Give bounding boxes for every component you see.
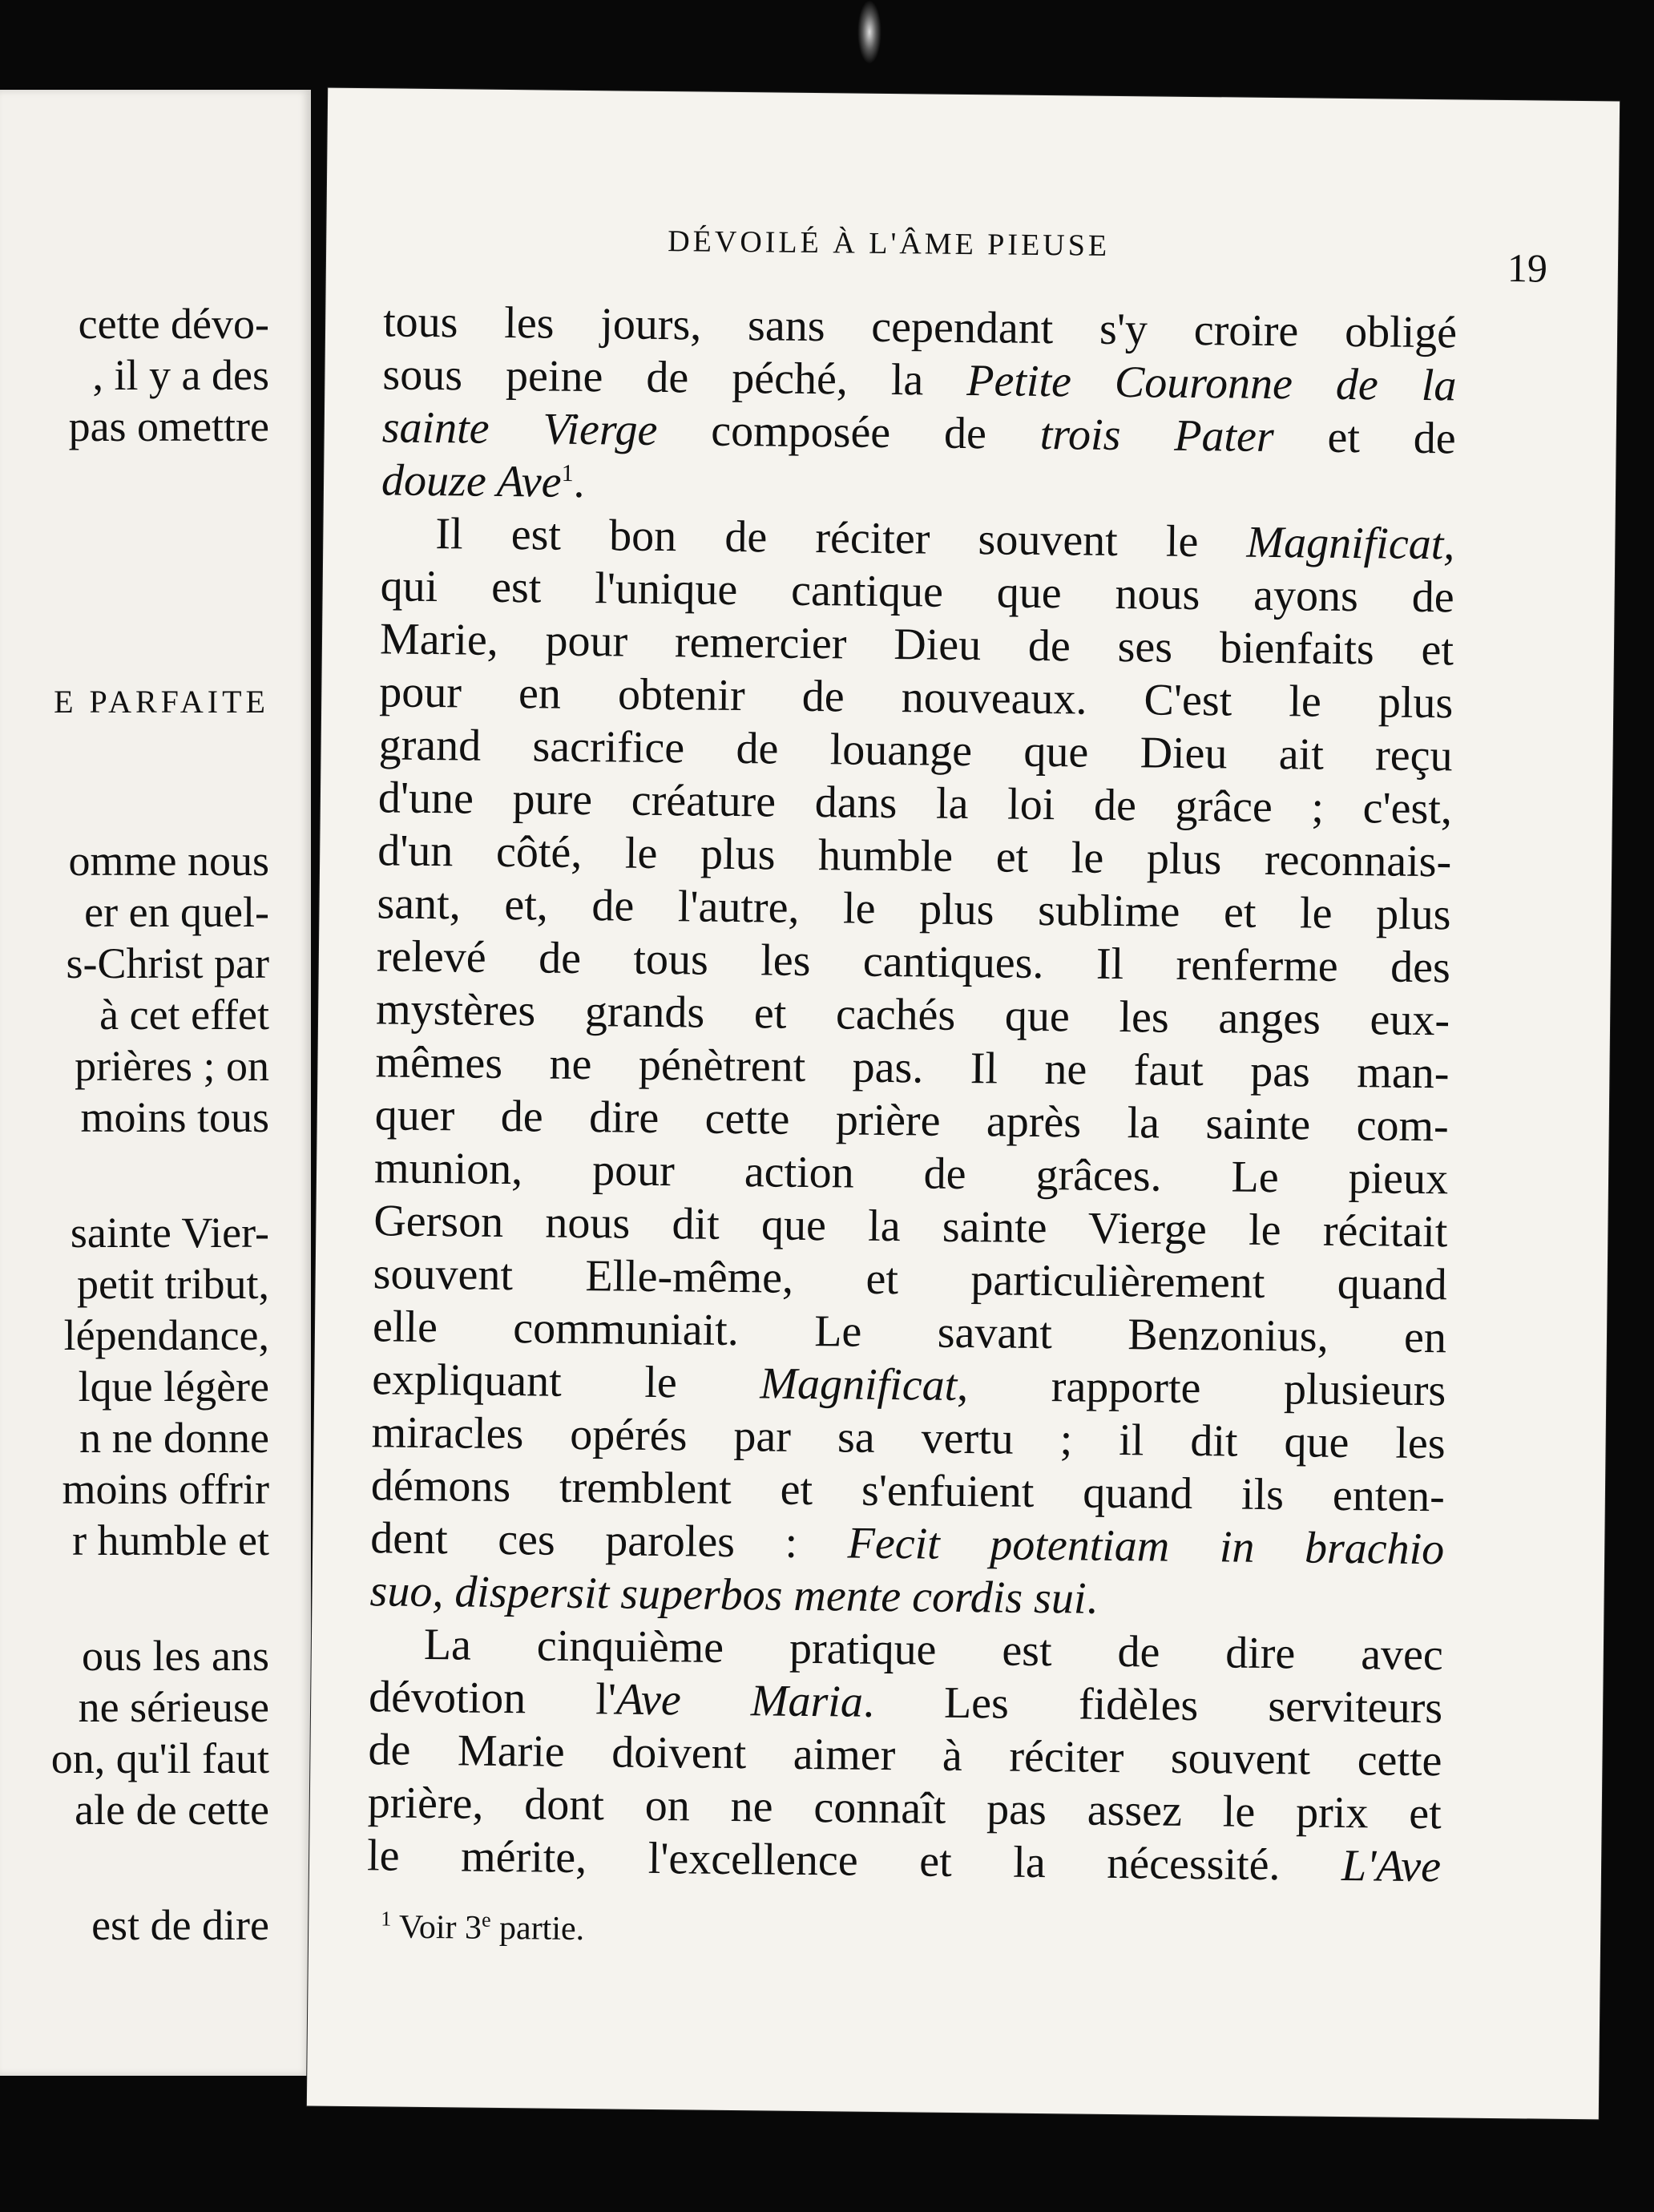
left-line: omme nous: [68, 837, 269, 885]
line-text: Il est bon de réciter souvent le: [435, 509, 1247, 567]
line-text: miracles opérés par sa vertu ; il dit que les: [371, 1407, 1446, 1469]
left-line: moins offrir: [62, 1465, 269, 1513]
line-text: .: [1086, 1573, 1098, 1624]
line-text: d'une pure créature dans la loi de grâce ; c'est,: [377, 773, 1453, 834]
line-text: le mérite, l'excellence et la nécessité.: [366, 1831, 1342, 1891]
line-text: dévotion l': [368, 1672, 617, 1725]
page-number: 19: [1507, 245, 1548, 291]
line-text: et de: [1273, 412, 1457, 464]
left-line: er en quel-: [84, 888, 269, 936]
left-line: sainte Vier-: [70, 1209, 269, 1257]
left-line: moins tous: [80, 1093, 269, 1141]
text-line: [367, 1829, 1442, 1893]
footnote-mark: 1: [381, 1907, 392, 1931]
italic-text: Magnificat,: [1246, 517, 1455, 570]
line-text: sous peine de péché, la: [382, 349, 967, 406]
footnote-reference: 1: [561, 460, 574, 487]
left-line: cette dévo-: [78, 300, 269, 348]
scan-artifact: [857, 0, 881, 64]
line-text: , rapporte plusieurs: [956, 1360, 1446, 1416]
line-text: Marie, pour remercier Dieu de ses bienfaits et: [379, 614, 1454, 676]
line-text: expliquant le: [372, 1354, 760, 1409]
left-page-text: [0, 90, 311, 2076]
italic-text: Magnificat: [760, 1358, 958, 1411]
italic-text: sainte Vierge: [381, 402, 658, 455]
left-line: est de dire: [91, 1901, 269, 1949]
left-line: petit tribut,: [77, 1260, 269, 1308]
line-text: d'un côté, le plus humble et le plus reconnais-: [377, 825, 1452, 887]
right-page: [307, 88, 1620, 2120]
left-section-heading: E PARFAITE: [54, 684, 269, 720]
running-head-text: DÉVOILÉ À L'ÂME PIEUSE: [668, 224, 1111, 263]
left-line: lépendance,: [63, 1311, 269, 1359]
line-text: souvent Elle-même, et particulièrement quand: [373, 1249, 1447, 1310]
running-head: [668, 224, 1110, 264]
line-text: elle communiait. Le savant Benzonius, en: [372, 1302, 1447, 1363]
italic-text: trois Pater: [1039, 409, 1275, 462]
left-line: ne sérieuse: [78, 1683, 269, 1731]
line-text: qui est l'unique cantique que nous ayons de: [380, 561, 1454, 623]
left-line: prières ; on: [75, 1042, 269, 1090]
line-text: démons tremblent et s'enfuient quand ils enten-: [370, 1460, 1446, 1522]
left-line: pas omettre: [68, 402, 269, 450]
line-text: tous les jours, sans cependant s'y croire obligé: [382, 297, 1458, 358]
line-text: grand sacrifice de louange que Dieu ait reçu: [378, 720, 1453, 781]
italic-text: Ave Maria: [615, 1674, 864, 1727]
left-line: ale de cette: [75, 1786, 269, 1834]
line-text: . Les fidèles serviteurs: [862, 1677, 1443, 1734]
line-text: .: [573, 457, 585, 508]
line-text: de Marie doivent aimer à réciter souvent cette: [368, 1725, 1442, 1786]
line-text: relevé de tous les cantiques. Il renferme des: [376, 931, 1451, 993]
left-line: , il y a des: [92, 351, 269, 399]
line-text: pour en obtenir de nouveaux. C'est le plus: [379, 667, 1454, 729]
footnote: [381, 1907, 584, 1948]
left-line: lque légère: [78, 1362, 269, 1411]
left-line: ous les ans: [82, 1632, 269, 1680]
footnote-superscript: e: [481, 1907, 491, 1931]
left-line: à cet effet: [99, 991, 269, 1039]
left-page: [0, 90, 311, 2076]
left-line: n ne donne: [79, 1414, 269, 1462]
line-text: mystères grands et cachés que les anges eux-: [375, 984, 1450, 1046]
italic-text: Petite Couronne de la: [966, 355, 1457, 411]
line-text: composée de: [657, 405, 1041, 459]
line-text: prière, dont on ne connaît pas assez le prix et: [367, 1778, 1442, 1839]
line-text: sant, et, de l'autre, le plus sublime et le plus: [377, 878, 1451, 940]
line-text: La cinquième pratique est de dire avec: [423, 1619, 1444, 1681]
left-line: s-Christ par: [66, 939, 269, 987]
line-text: dent ces paroles :: [369, 1513, 849, 1568]
line-text: mêmes ne pénètrent pas. Il ne faut pas man-: [375, 1037, 1450, 1099]
line-text: Gerson nous dit que la sainte Vierge le récitait: [373, 1196, 1448, 1257]
left-line: on, qu'il faut: [50, 1734, 269, 1782]
line-text: quer de dire cette prière après la sainte com-: [374, 1090, 1450, 1152]
italic-text: Fecit potentiam in brachio: [847, 1518, 1445, 1575]
line-text: munion, pour action de grâces. Le pieux: [373, 1143, 1449, 1205]
italic-text: douze Ave: [381, 455, 562, 507]
body-text: [367, 295, 1458, 1893]
italic-text: suo, dispersit superbos mente cordis sui: [369, 1566, 1087, 1624]
left-line: r humble et: [72, 1516, 269, 1564]
footnote-text-a: Voir 3: [390, 1908, 482, 1947]
italic-text: L'Ave: [1341, 1840, 1442, 1892]
footnote-text-b: partie.: [490, 1909, 585, 1948]
